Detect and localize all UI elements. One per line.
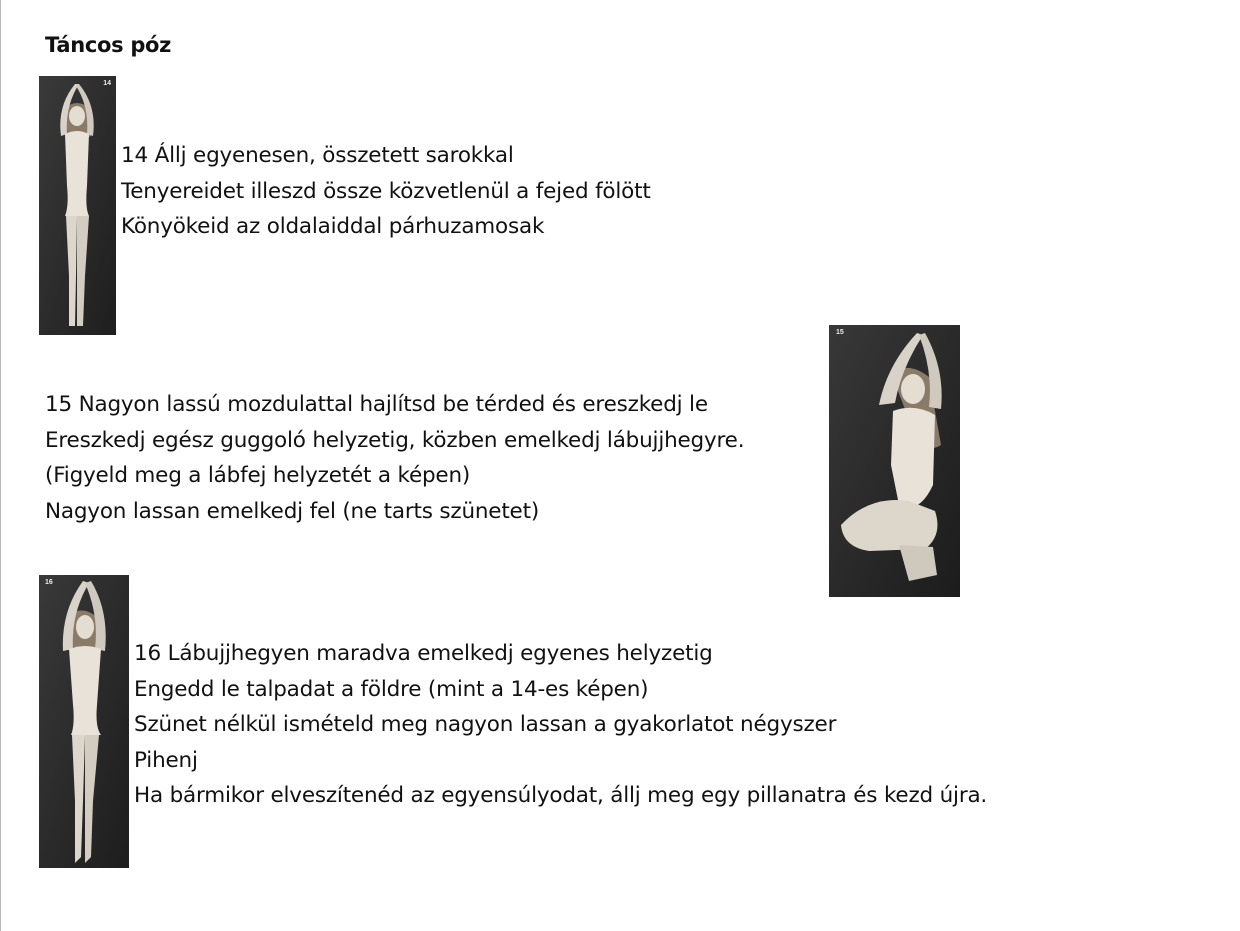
pose-16-photo: [39, 575, 129, 868]
step-15-line-3: (Figyeld meg a lábfej helyzetét a képen): [45, 463, 471, 488]
step-16-text: [134, 636, 987, 814]
pose-14-number: 14: [103, 80, 111, 87]
step-14-text: [121, 138, 651, 245]
step-14-line-2: Tenyereidet illeszd össze közvetlenül a fejed fölött: [121, 178, 651, 204]
step-15-line-1: 15 Nagyon lassú mozdulattal hajlítsd be térded és ereszkedj le: [45, 392, 708, 417]
pose-15-photo: [829, 325, 960, 597]
step-16-line-5: Ha bármikor elveszítenéd az egyensúlyodat, állj meg egy pillanatra és kezd újra.: [134, 783, 988, 808]
step-16-line-1: 16 Lábujjhegyen maradva emelkedj egyenes helyzetig: [134, 641, 713, 666]
step-14-line-1: 14 Állj egyenesen, összetett sarokkal: [121, 143, 514, 168]
step-15-line-2: Ereszkedj egész guggoló helyzetig, közben emelkedj lábujjhegyre.: [45, 427, 745, 453]
page-title: Táncos póz: [45, 33, 172, 57]
pose-14-photo: [39, 76, 116, 335]
step-14-line-3: Könyökeid az oldalaiddal párhuzamosak: [121, 214, 545, 239]
step-16-line-3: Szünet nélkül ismételd meg nagyon lassan a gyakorlatot négyszer: [134, 712, 837, 737]
step-15-line-4: Nagyon lassan emelkedj fel (ne tarts szünetet): [45, 498, 540, 524]
page-left-border: [0, 0, 1, 931]
step-15-text: [45, 387, 744, 529]
step-16-line-2: Engedd le talpadat a földre (mint a 14-es képen): [134, 676, 649, 702]
pose-16-number: 16: [45, 579, 53, 586]
step-16-line-4: Pihenj: [134, 747, 198, 773]
pose-15-number: 15: [836, 329, 844, 336]
